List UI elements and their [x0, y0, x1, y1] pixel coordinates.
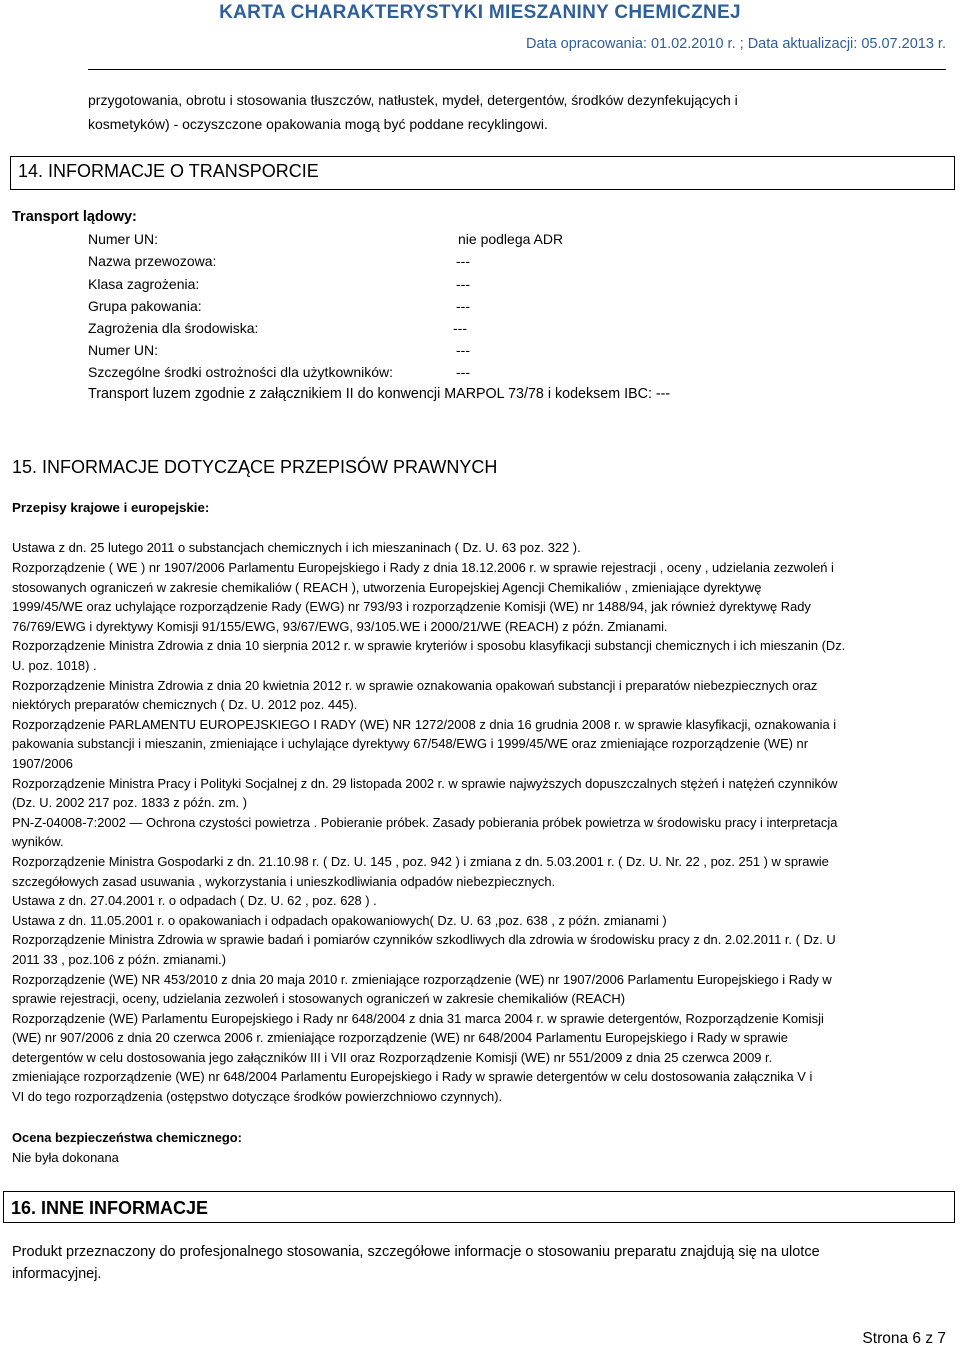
regulation-line: pakowania substancji i mieszanin, zmieniające i uchylające dyrektywy 67/548/EWG i 1999/45/WE oraz zmieniające rozporządzenie (WE) nr: [12, 736, 808, 751]
regulation-line: Rozporządzenie Ministra Pracy i Polityki Socjalnej z dn. 29 listopada 2002 r. w sprawie najwyższych dopuszczalnych stężeń i natężeń czynników: [12, 776, 838, 791]
regulation-line: Rozporządzenie Ministra Zdrowia w sprawie badań i pomiarów czynników szkodliwych dla zdrowia w środowisku pracy z dn. 2.02.2011 r. ( Dz. U: [12, 932, 836, 947]
regulation-line: Rozporządzenie Ministra Zdrowia z dnia 10 sierpnia 2012 r. w sprawie kryteriów i sposobu klasyfikacji substancji chemicznych i ich mieszanin (Dz.: [12, 638, 846, 653]
transport-row-value: ---: [456, 342, 470, 358]
regulation-line: niektórych preparatów chemicznych ( Dz. U. 2012 poz. 445).: [12, 697, 358, 712]
safety-assessment-heading: Ocena bezpieczeństwa chemicznego:: [12, 1130, 242, 1145]
marpol-line: Transport luzem zgodnie z załącznikiem II do konwencji MARPOL 73/78 i kodeksem IBC: ---: [88, 386, 671, 402]
regulation-line: wyników.: [12, 834, 64, 849]
regulations-heading: Przepisy krajowe i europejskie:: [12, 500, 210, 515]
regulation-line: Rozporządzenie Ministra Gospodarki z dn. 21.10.98 r. ( Dz. U. 145 , poz. 942 ) i zmiana z dn. 5.03.2001 r. ( Dz. U. Nr. 22 , poz. 251 ) w sprawie: [12, 854, 829, 869]
intro-line: kosmetyków) - oczyszczone opakowania mogą być poddane recyklingowi.: [88, 116, 548, 132]
regulation-line: sprawie rejestracji, oceny, udzielania zezwoleń i stosowanych ograniczeń w zakresie chemikaliów (REACH): [12, 991, 626, 1006]
header-divider: [88, 69, 946, 70]
transport-row-value: nie podlega ADR: [458, 231, 564, 247]
regulation-line: 1999/45/WE oraz uchylające rozporządzenie Rady (EWG) nr 793/93 i rozporządzenie Komisji (WE) nr 1488/94, jak również dyrektywę Rady: [12, 599, 811, 614]
regulation-line: detergentów w celu dostosowania jego załączników III i VII oraz Rozporządzenie Komisji (WE) nr 551/2009 z dnia 25 czerwca 2009 r.: [12, 1050, 773, 1065]
document-title: KARTA CHARAKTERYSTYKI MIESZANINY CHEMICZNEJ: [219, 2, 741, 23]
transport-row: [88, 231, 158, 247]
regulation-line: PN-Z-04008-7:2002 — Ochrona czystości powietrza . Pobieranie próbek. Zasady pobierania próbek powietrza w środowisku pracy i interpretacja: [12, 815, 838, 830]
regulation-line: szczegółowych zasad usuwania , wykorzystania i unieszkodliwiania odpadów niebezpiecznych.: [12, 874, 556, 889]
transport-row-value: ---: [456, 298, 470, 314]
transport-row-value: ---: [456, 364, 470, 380]
regulation-line: 2011 33 , poz.106 z późn. zmianami.): [12, 952, 227, 967]
regulation-line: Ustawa z dn. 25 lutego 2011 o substancjach chemicznych i ich mieszaninach ( Dz. U. 63 poz. 322 ).: [12, 540, 581, 555]
other-info-line: informacyjnej.: [12, 1266, 102, 1282]
regulation-line: Rozporządzenie (WE) Parlamentu Europejskiego i Rady nr 648/2004 z dnia 31 marca 2004 r. w sprawie detergentów, Rozporządzenie Komisji: [12, 1011, 824, 1026]
regulation-line: Ustawa z dn. 11.05.2001 r. o opakowaniach i odpadach opakowaniowych( Dz. U. 63 ,poz. 638 , z późn. zmianami ): [12, 913, 667, 928]
section-14-title: 14. INFORMACJE O TRANSPORCIE: [18, 161, 319, 181]
transport-row-label: Zagrożenia dla środowiska:: [88, 320, 259, 336]
regulation-line: stosowanych ograniczeń w zakresie chemikaliów ( REACH ), utworzenia Europejskiej Agencji Chemikaliów , zmieniające dyrektywę: [12, 580, 762, 595]
section-15-title: 15. INFORMACJE DOTYCZĄCE PRZEPISÓW PRAWNYCH: [12, 457, 498, 477]
section-16-header: [3, 1191, 955, 1223]
regulation-line: Rozporządzenie ( WE ) nr 1907/2006 Parlamentu Europejskiego i Rady z dnia 18.12.2006 r. w sprawie rejestracji , oceny , udzielania zezwoleń i: [12, 560, 834, 575]
transport-row-value: ---: [456, 276, 470, 292]
document-dates: Data opracowania: 01.02.2010 r. ; Data aktualizacji: 05.07.2013 r.: [526, 36, 946, 52]
intro-line: przygotowania, obrotu i stosowania tłuszczów, natłustek, mydeł, detergentów, środków dezynfekujących i: [88, 92, 738, 108]
regulation-line: Rozporządzenie PARLAMENTU EUROPEJSKIEGO I RADY (WE) NR 1272/2008 z dnia 16 grudnia 2008 r. w sprawie klasyfikacji, oznakowania i: [12, 717, 837, 732]
transport-row-label: Grupa pakowania:: [88, 298, 202, 314]
regulation-line: 1907/2006: [12, 756, 73, 771]
transport-land-heading: Transport lądowy:: [12, 209, 137, 225]
regulation-line: Ustawa z dn. 27.04.2001 r. o odpadach ( Dz. U. 62 , poz. 628 ) .: [12, 893, 377, 908]
section-14-header: [10, 156, 955, 190]
regulation-line: (WE) nr 907/2006 z dnia 20 czerwca 2006 r. zmieniające rozporządzenie (WE) nr 648/2004 Parlamentu Europejskiego i Rady w sprawie: [12, 1030, 788, 1045]
regulation-line: U. poz. 1018) .: [12, 658, 97, 673]
regulation-line: (Dz. U. 2002 217 poz. 1833 z późn. zm. ): [12, 795, 248, 810]
section-16-title: 16. INNE INFORMACJE: [11, 1198, 209, 1218]
regulation-line: Rozporządzenie Ministra Zdrowia z dnia 20 kwietnia 2012 r. w sprawie oznakowania opakowań substancji i preparatów niebezpiecznych oraz: [12, 678, 818, 693]
transport-row-label: Nazwa przewozowa:: [88, 253, 217, 269]
transport-row-label: Numer UN:: [88, 231, 159, 247]
transport-row-label: Numer UN:: [88, 342, 159, 358]
other-info-line: Produkt przeznaczony do profesjonalnego stosowania, szczegółowe informacje o stosowaniu preparatu znajdują się na ulotce: [12, 1244, 820, 1260]
regulation-line: Rozporządzenie (WE) NR 453/2010 z dnia 20 maja 2010 r. zmieniające rozporządzenie (WE) nr 1907/2006 Parlamentu Europejskiego i Rady w: [12, 972, 832, 987]
transport-row-label: Klasa zagrożenia:: [88, 276, 200, 292]
regulation-line: 76/769/EWG i dyrektywy Komisji 91/155/EWG, 93/67/EWG, 93/105.WE i 2000/21/WE (REACH) z późn. Zmianami.: [12, 619, 668, 634]
regulation-line: zmieniające rozporządzenie (WE) nr 648/2004 Parlamentu Europejskiego i Rady w sprawie detergentów w celu dostosowania załącznika V i: [12, 1069, 813, 1084]
page-number: Strona 6 z 7: [862, 1330, 946, 1347]
safety-assessment-value: Nie była dokonana: [12, 1150, 119, 1165]
transport-row-value: ---: [456, 253, 470, 269]
regulation-line: VI do tego rozporządzenia (ostępstwo dotyczące środków powierzchniowo czynnych).: [12, 1089, 503, 1104]
transport-row-value: ---: [453, 320, 467, 336]
transport-row-label: Szczególne środki ostrożności dla użytkowników:: [88, 364, 394, 380]
